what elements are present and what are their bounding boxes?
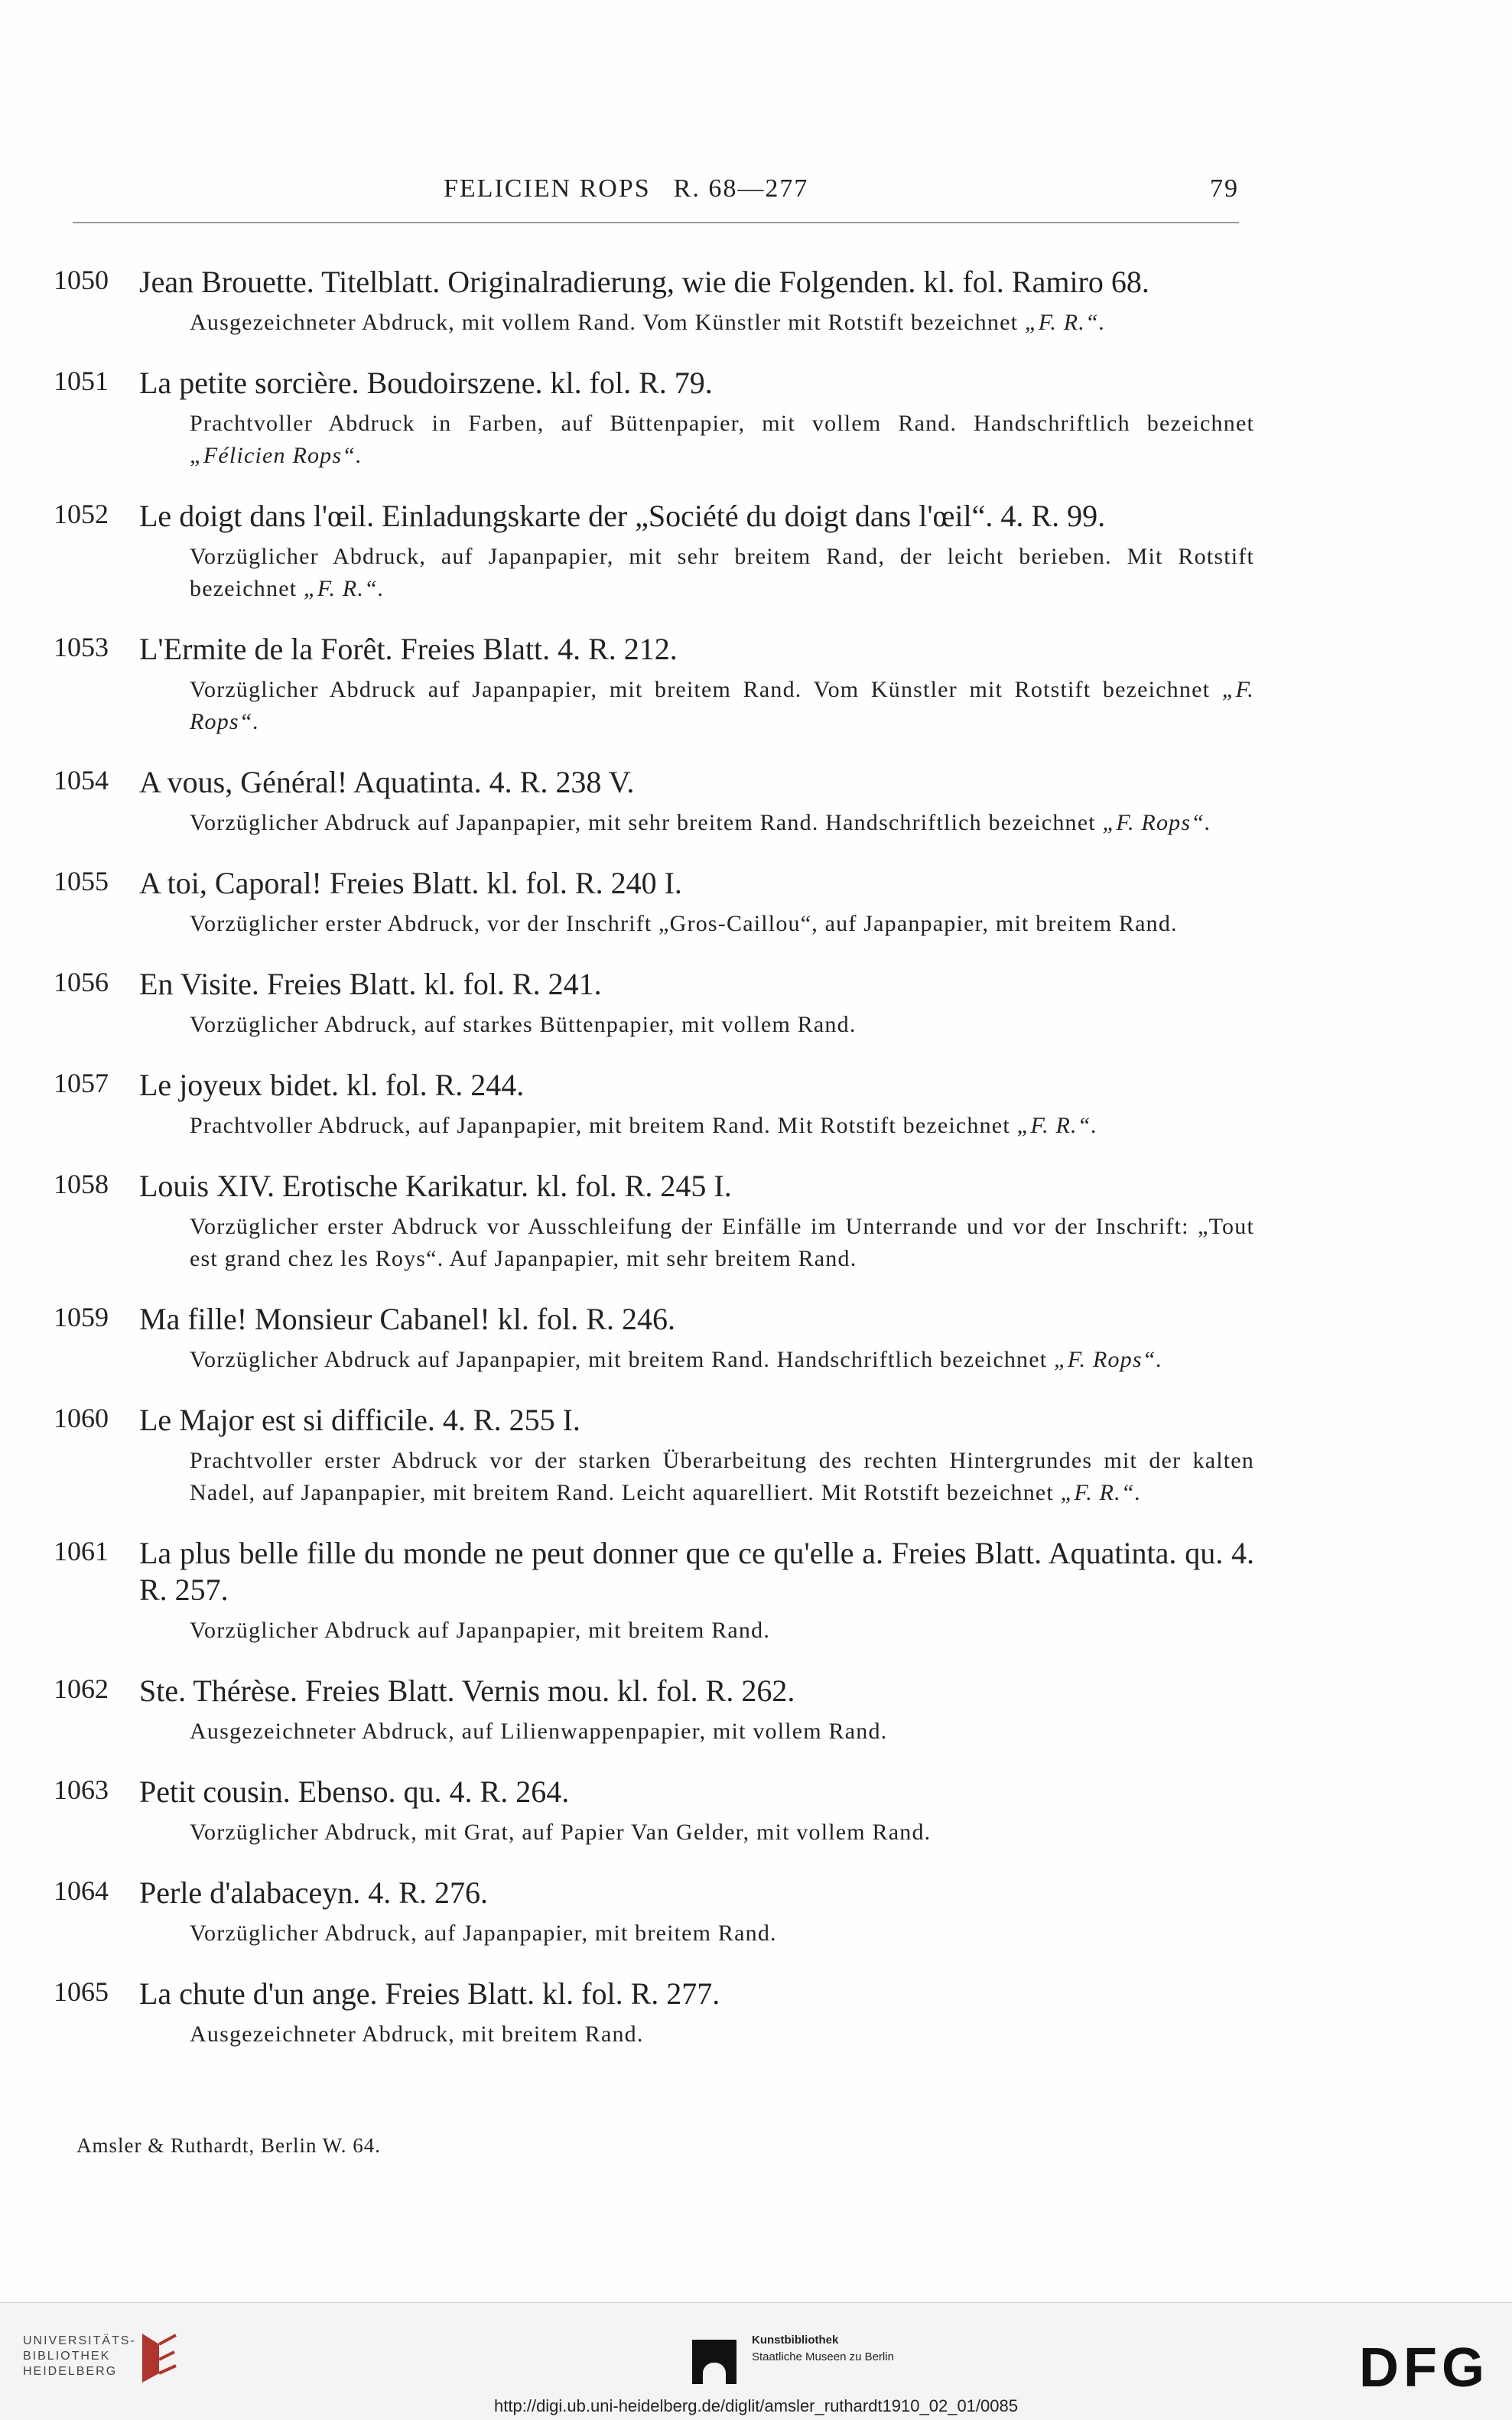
kunstbibliothek-icon (692, 2340, 736, 2384)
header-rule (73, 222, 1239, 223)
entry-number: 1052 (54, 499, 109, 529)
entry-title: A vous, Général! Aquatinta. 4. R. 238 V. (139, 765, 635, 799)
entry-number: 1063 (54, 1774, 109, 1805)
catalog-entry (46, 1168, 1254, 1275)
entry-description (190, 2018, 1254, 2051)
entry-number: 1056 (54, 967, 109, 997)
entry-description-text: Ausgezeichneter Abdruck, auf Lilienwappenpapier, mit vollem Rand. (190, 1719, 888, 1744)
entry-description (190, 807, 1254, 839)
entry-description-text: Ausgezeichneter Abdruck, mit vollem Rand. Vom Künstler mit Rotstift bezeichnet (190, 310, 1019, 335)
catalog-entry (46, 365, 1254, 472)
entry-title: La plus belle fille du monde ne peut donner que ce qu'elle a. Freies Blatt. Aquatinta. qu. 4. R. 257. (139, 1536, 1254, 1607)
entry-title: Jean Brouette. Titelblatt. Originalradierung, wie die Folgenden. kl. fol. Ramiro 68. (139, 265, 1149, 299)
entry-title: Ste. Thérèse. Freies Blatt. Vernis mou. kl. fol. R. 262. (139, 1674, 795, 1708)
entry-number: 1065 (54, 1976, 109, 2007)
entry-number: 1060 (54, 1403, 109, 1433)
entry-title: Le doigt dans l'œil. Einladungskarte der „Société du doigt dans l'œil“. 4. R. 99. (139, 499, 1106, 533)
entry-title: Petit cousin. Ebenso. qu. 4. R. 264. (139, 1774, 570, 1809)
entry-description-text: Prachtvoller Abdruck in Farben, auf Büttenpapier, mit vollem Rand. Handschriftlich bezeichnet (190, 411, 1254, 436)
entry-description (190, 674, 1254, 738)
permalink[interactable]: http://digi.ub.uni-heidelberg.de/diglit/amsler_ruthardt1910_02_01/0085 (494, 2396, 1018, 2415)
entry-description-text: Vorzüglicher erster Abdruck vor Ausschleifung der Einfälle im Unterrande und vor der Inschrift: „Tout est grand chez les Roys“. Auf Japanpapier, mit sehr breitem Rand. (190, 1214, 1254, 1271)
entry-title: En Visite. Freies Blatt. kl. fol. R. 241. (139, 967, 602, 1001)
university-line-1: UNIVERSITÄTS- (23, 2334, 136, 2347)
kb-title: Kunstbibliothek (752, 2334, 839, 2347)
catalog-entry (46, 264, 1254, 339)
entry-description-text: Ausgezeichneter Abdruck, mit breitem Rand. (190, 2022, 644, 2047)
entry-description (190, 1009, 1254, 1041)
entry-title: Le joyeux bidet. kl. fol. R. 244. (139, 1068, 525, 1102)
entry-number: 1064 (54, 1875, 109, 1906)
entry-description (190, 1110, 1254, 1142)
university-line-2: BIBLIOTHEK (23, 2350, 111, 2363)
entry-number: 1050 (54, 265, 109, 295)
entry-number: 1051 (54, 366, 109, 396)
publisher-imprint: Amsler & Ruthardt, Berlin W. 64. (76, 2134, 381, 2157)
kunstbibliothek-logo (692, 2332, 894, 2386)
catalog-entry (46, 865, 1254, 940)
entry-title: La petite sorcière. Boudoirszene. kl. fol. R. 79. (139, 366, 713, 400)
entry-number: 1053 (54, 632, 109, 662)
entry-title: Le Major est si difficile. 4. R. 255 I. (139, 1403, 580, 1437)
catalog-entry (46, 1067, 1254, 1142)
catalog-entry (46, 1402, 1254, 1509)
catalog-entry (46, 1673, 1254, 1748)
entry-title: A toi, Caporal! Freies Blatt. kl. fol. R. 240 I. (139, 866, 682, 900)
entry-description (190, 1211, 1254, 1275)
entry-signature: „F. Rops“. (1054, 1347, 1163, 1372)
entry-description-text: Vorzüglicher erster Abdruck, vor der Inschrift „Gros-Caillou“, auf Japanpapier, mit breitem Rand. (190, 911, 1178, 936)
heidelberg-emblem-icon (136, 2329, 182, 2387)
entry-title: Perle d'alabaceyn. 4. R. 276. (139, 1875, 488, 1910)
entry-signature: „F. R.“. (1016, 1113, 1098, 1138)
entry-description-text: Prachtvoller erster Abdruck vor der starken Überarbeitung des rechten Hintergrundes mit der kalten Nadel, auf Japanpapier, mit breitem Rand. Leicht aquarelliert. Mit Rotstift bezeichnet (190, 1448, 1254, 1505)
catalog-entry (46, 1875, 1254, 1950)
entry-signature: „F. R.“. (303, 576, 385, 601)
entry-signature: „F. R.“. (1024, 310, 1106, 335)
entry-description-text: Vorzüglicher Abdruck, auf Japanpapier, mit breitem Rand. (190, 1921, 777, 1946)
dfg-logo: DFG (1359, 2337, 1489, 2399)
entry-description-text: Vorzüglicher Abdruck, auf Japanpapier, mit sehr breitem Rand, der leicht berieben. Mit Rotstift bezeichnet (190, 544, 1254, 601)
entry-title: La chute d'un ange. Freies Blatt. kl. fol. R. 277. (139, 1976, 720, 2011)
page-number: 79 (1210, 174, 1239, 203)
entry-number: 1054 (54, 765, 109, 795)
header-range: R. 68—277 (673, 174, 809, 203)
entry-description (190, 1917, 1254, 1950)
catalog-entry (46, 1301, 1254, 1376)
catalog-entry (46, 1774, 1254, 1849)
entry-description (190, 1716, 1254, 1748)
entry-signature: „Félicien Rops“. (190, 443, 363, 468)
entry-description-text: Prachtvoller Abdruck, auf Japanpapier, mit breitem Rand. Mit Rotstift bezeichnet (190, 1113, 1010, 1138)
header-author: FELICIEN ROPS (444, 174, 651, 203)
catalog-entry (46, 1976, 1254, 2051)
entry-description-text: Vorzüglicher Abdruck auf Japanpapier, mit breitem Rand. Vom Künstler mit Rotstift bezeichnet (190, 677, 1211, 702)
catalog-entry (46, 631, 1254, 738)
entry-description (190, 1817, 1254, 1849)
entry-description-text: Vorzüglicher Abdruck, mit Grat, auf Papier Van Gelder, mit vollem Rand. (190, 1820, 932, 1845)
entry-description (190, 1344, 1254, 1376)
kb-subtitle: Staatliche Museen zu Berlin (752, 2350, 894, 2363)
university-line-3: HEIDELBERG (23, 2365, 118, 2378)
catalog-entry (46, 1535, 1254, 1647)
entry-number: 1058 (54, 1169, 109, 1199)
catalog-entry (46, 764, 1254, 839)
catalog-entry (46, 498, 1254, 605)
digitization-footer (0, 2302, 1512, 2420)
entry-title: Louis XIV. Erotische Karikatur. kl. fol. R. 245 I. (139, 1169, 732, 1203)
entry-list (46, 264, 1254, 2077)
entry-number: 1057 (54, 1068, 109, 1098)
entry-description (190, 908, 1254, 940)
entry-signature: „F. R.“. (1060, 1480, 1142, 1505)
university-library-logo (23, 2334, 136, 2379)
running-header (444, 174, 1239, 203)
entry-number: 1061 (54, 1536, 109, 1566)
catalog-entry (46, 966, 1254, 1041)
entry-number: 1059 (54, 1302, 109, 1332)
entry-description-text: Vorzüglicher Abdruck auf Japanpapier, mit breitem Rand. (190, 1618, 771, 1643)
entry-title: L'Ermite de la Forêt. Freies Blatt. 4. R. 212. (139, 632, 678, 666)
entry-description-text: Vorzüglicher Abdruck auf Japanpapier, mit breitem Rand. Handschriftlich bezeichnet (190, 1347, 1048, 1372)
entry-signature: „F. Rops“. (1102, 810, 1211, 835)
entry-description (190, 541, 1254, 605)
entry-signature: „F. Rops“. (190, 677, 1255, 734)
entry-title: Ma fille! Monsieur Cabanel! kl. fol. R. 246. (139, 1302, 675, 1336)
entry-description (190, 408, 1254, 472)
entry-description (190, 1615, 1254, 1647)
entry-description-text: Vorzüglicher Abdruck, auf starkes Büttenpapier, mit vollem Rand. (190, 1012, 857, 1037)
entry-description (190, 307, 1254, 339)
entry-number: 1055 (54, 866, 109, 896)
entry-number: 1062 (54, 1674, 109, 1704)
entry-description-text: Vorzüglicher Abdruck auf Japanpapier, mit sehr breitem Rand. Handschriftlich bezeichnet (190, 810, 1096, 835)
entry-description (190, 1445, 1254, 1509)
